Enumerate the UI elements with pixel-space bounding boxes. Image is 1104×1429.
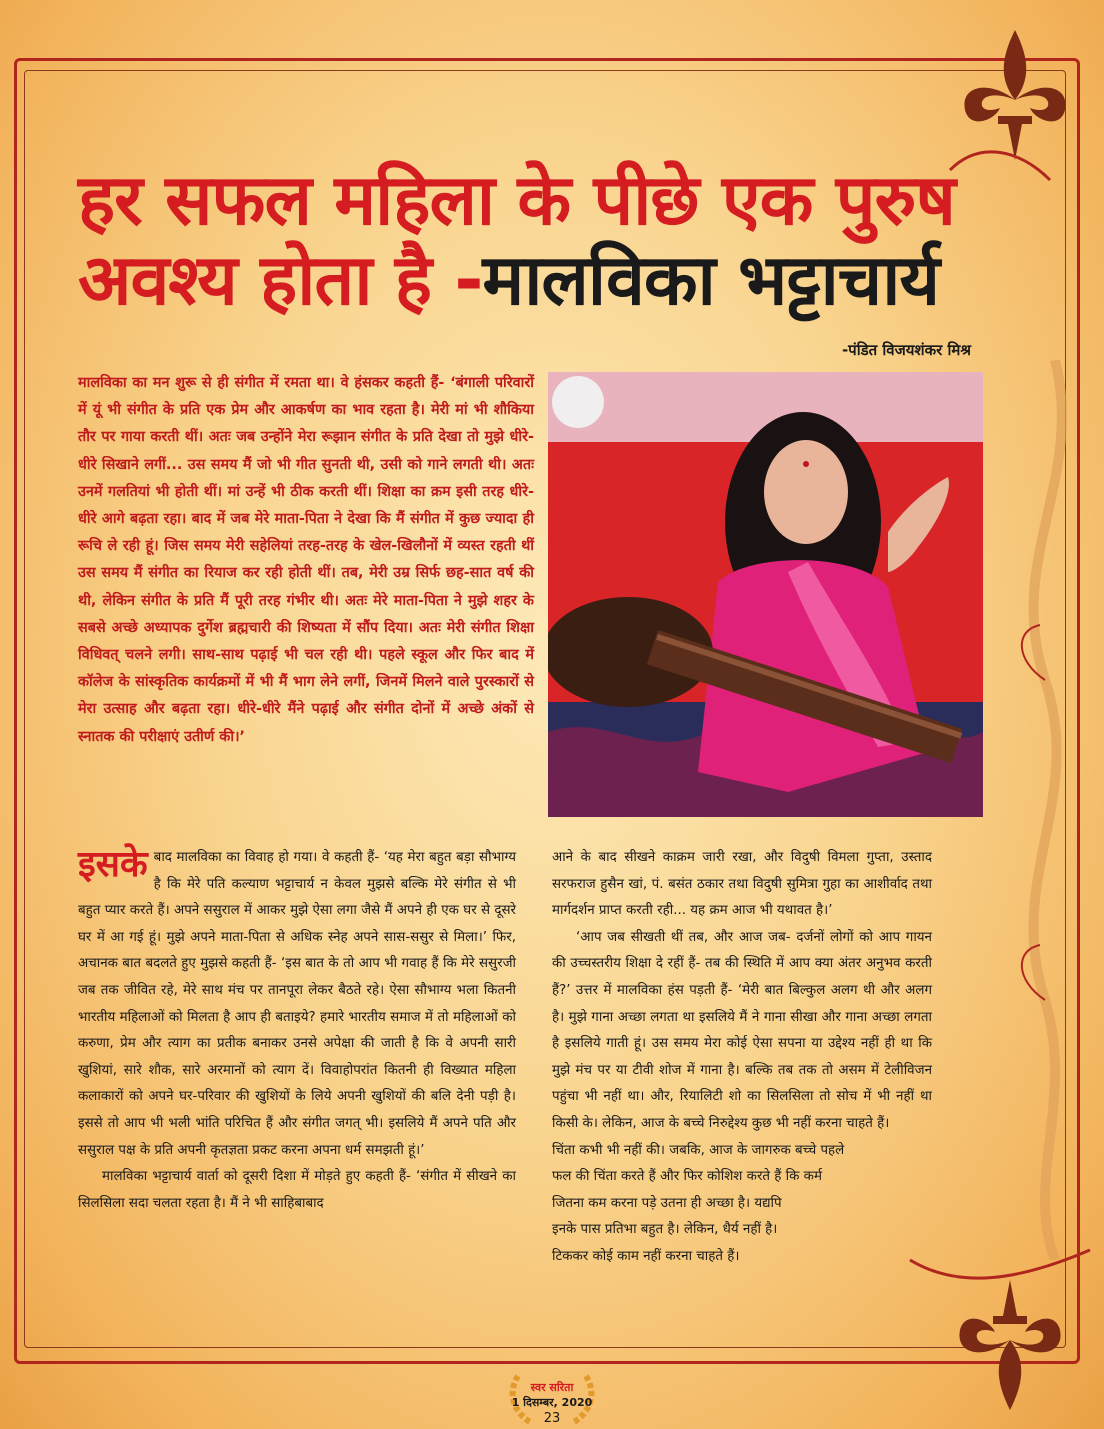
headline-subject-name: मालविका भट्टाचार्य [482,239,939,321]
headline-line-2 [78,239,939,321]
page-number: 23 [543,1411,561,1426]
magazine-name: स्वर सरिता [530,1381,574,1394]
issue-date: 1 दिसम्बर, 2020 [511,1396,593,1409]
fleur-de-lis-ornament-top [930,20,1100,190]
headline-phrase: अवश्य होता है - [78,239,483,321]
portrait-photo [548,372,983,817]
right-paragraph-2: ‘आप जब सीखती थीं तब, और आज जब- दर्जनों लोगों को आप गायन की उच्चस्तरीय शिक्षा दे रहीं हैं- तब की स्थिति में आप क्या अंतर अनुभव करती हैं?’ उत्तर में मालविका हंस पड़ती हैं- ‘मेरी बात बिल्कुल अलग थी और अलग है। मुझे गाना अच्छा लगता था इसलिये मैं ने गाना सीखा और गाना अच्छा लगता है इसलिये गाती हूं। उस समय मेरा कोई ऐसा सपना या उद्देश्य नहीं ही था कि मुझे मंच पर या टीवी शोज में गाना है। बल्कि तब तक तो असम में टेलीविजन पहुंचा भी नहीं था। और, रियालिटी शो का सिलसिला तो सोच में भी नहीं था किसी के। लेकिन, आज के बच्चे निरुद्देश्य कुछ भी नहीं करना चाहते हैं। [552,929,932,1131]
left-paragraph-1: बाद मालविका का विवाह हो गया। वे कहती हैं- ‘यह मेरा बहुत बड़ा सौभाग्य है कि मेरे पति कल्याण भट्टाचार्य न केवल मुझसे बल्कि मेरे संगीत से भी बहुत प्यार करते हैं। अपने ससुराल में आकर मुझे ऐसा लगा जैसे मैं अपने ही एक घर से दूसरे घर में आ गई हूं। मुझे अपने माता-पिता से अधिक स्नेह अपने सास-ससुर से मिला।’ फिर, अचानक बात बदलते हुए मुझसे कहती हैं- ‘इस बात के तो आप भी गवाह हैं कि मेरे ससुरजी जब तक जीवित रहे, मेरे साथ मंच पर तानपूरा लेकर बैठते रहे। ऐसा सौभाग्य भला कितनी भारतीय महिलाओं को मिलता है आप ही बताइये? हमारे भारतीय समाज में तो महिलाओं को करुणा, प्रेम और त्याग का प्रतीक बनाकर उनसे अपेक्षा की जाती है कि वे अपनी सारी खुशियां, सारे शौक, सारे अरमानों को त्याग दें। विवाहोपरांत कितनी ही विख्यात महिला कलाकारों को अपने घर-परिवार की खुशियों के लिये अपनी खुशियों की बलि देनी पड़ी है। इससे तो आप भी भली भांति परिचित हैं और संगीत जगत् भी। इसलिये मैं अपने पति और ससुराल पक्ष के प्रति अपनी कृतज्ञता प्रकट करना अपना धर्म समझती हूं।’ [78,850,516,1158]
tail-line: जितना कम करना पड़े उतना ही अच्छा है। यद्यपि [552,1195,782,1211]
author-byline: -पंडित विजयशंकर मिश्र [841,341,971,359]
swirl-ornament-right [985,360,1095,1260]
article-column-left [78,845,516,1217]
tail-line: फल की चिंता करते हैं और फिर कोशिश करते हैं कि कर्म [552,1169,822,1185]
intro-paragraph: मालविका का मन शुरू से ही संगीत में रमता था। वे हंसकर कहती हैं- ‘बंगाली परिवारों में यूं भी संगीत के प्रति एक प्रेम और आकर्षण का भाव रहता है। मेरी मां भी शौकिया तौर पर गाया करती थीं। अतः जब उन्होंने मेरा रूझान संगीत के प्रति देखा तो मुझे धीरे-धीरे सिखाने लगीं... उस समय मैं जो भी गीत सुनती थी, उसी को गाने लगती थी। अतः उनमें गलतियां भी होती थीं। मां उन्हें भी ठीक करती थीं। शिक्षा का क्रम इसी तरह धीरे-धीरे आगे बढ़ता रहा। बाद में जब मेरे माता-पिता ने देखा कि मैं संगीत में कुछ ज्यादा ही रूचि ले रही हूं। जिस समय मेरी सहेलियां तरह-तरह के खेल-खिलौनों में व्यस्त रहती थीं उस समय मैं संगीत का रियाज कर रही होती थीं। तब, मेरी उम्र सिर्फ छह-सात वर्ष की थी, लेकिन संगीत के प्रति मैं पूरी तरह गंभीर थी। अतः मेरे माता-पिता ने मुझे शहर के सबसे अच्छे अध्यापक दुर्गेश ब्रह्मचारी की शिष्यता में सौंप दिया। अतः मेरी संगीत शिक्षा विधिवत् चलने लगी। साथ-साथ पढ़ाई भी चल रही थी। पहले स्कूल और फिर बाद में कॉलेज के सांस्कृतिक कार्यक्रमों में भी मैं भाग लेने लगीं, जिनमें मिलने वाले पुरस्कारों से मेरा उत्साह और बढ़ता रहा। धीरे-धीरे मैंने पढ़ाई और संगीत दोनों में अच्छे अंकों से स्नातक की परीक्षाएं उतीर्ण की।’ [78,375,534,745]
page-footer [506,1366,598,1428]
tail-line: चिंता कभी भी नहीं की। जबकि, आज के जागरुक बच्चे पहले [552,1142,845,1158]
right-column-tail [552,1138,932,1271]
article-column-right [552,845,932,1271]
right-paragraph-1: आने के बाद सीखने काक्रम जारी रखा, और विदुषी विमला गुप्ता, उस्ताद सरफराज हुसैन खां, पं. बसंत ठकार तथा विदुषी सुमित्रा गुहा का आशीर्वाद तथा मार्गदर्शन प्राप्त करती रही... यह क्रम आज भी यथावत है।’ [552,850,932,919]
drop-cap-word: इसके [78,844,148,885]
tail-line: टिककर कोई काम नहीं करना चाहते हैं। [552,1248,740,1264]
left-paragraph-2: मालविका भट्टाचार्य वार्ता को दूसरी दिशा में मोड़ते हुए कहती हैं- ‘संगीत में सीखने का सिलसिला सदा चलता रहता है। मैं ने भी साहिबाबाद [78,1169,516,1211]
headline-line-1: हर सफल महिला के पीछे एक पुरुष [78,159,955,241]
tail-line: इनके पास प्रतिभा बहुत है। लेकिन, धैर्य नहीं है। [552,1222,778,1238]
